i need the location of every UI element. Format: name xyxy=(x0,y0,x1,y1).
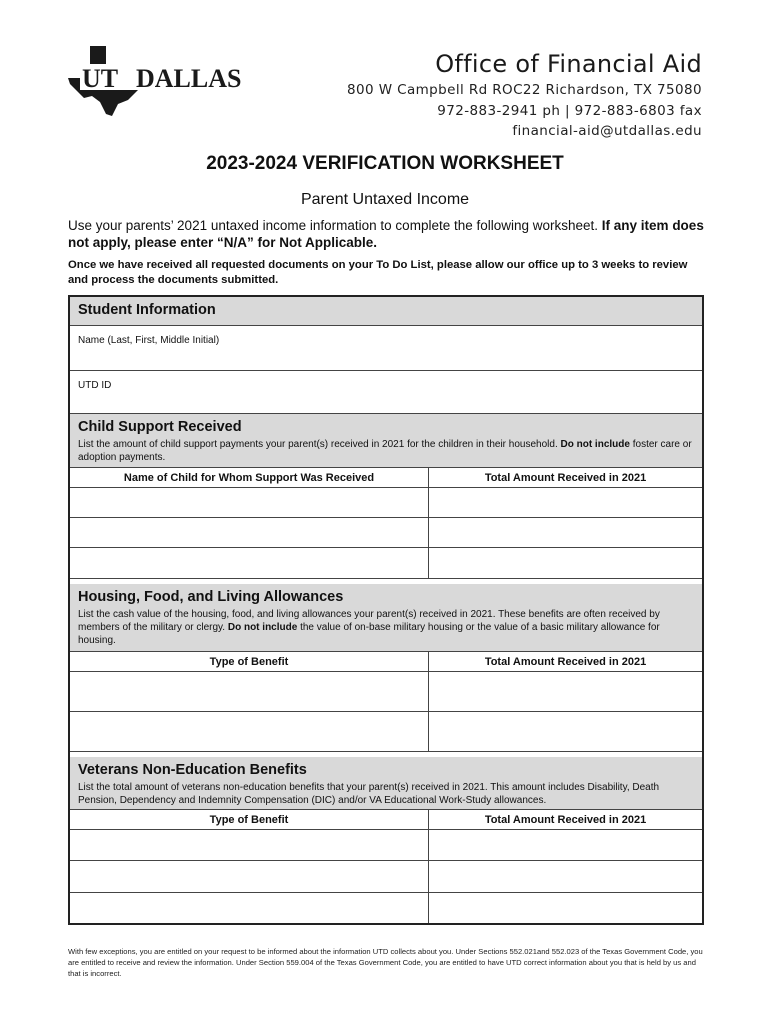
student-name-label: Name (Last, First, Middle Initial) xyxy=(78,335,220,346)
student-info-header xyxy=(70,297,702,326)
child-support-desc-b: foster care or adoption payments. xyxy=(78,439,692,463)
intro-bold: If any item does not apply, please enter “N/A” for Not Applicable. xyxy=(68,218,704,250)
document-title: 2023-2024 VERIFICATION WORKSHEET xyxy=(206,153,564,174)
housing-desc xyxy=(78,606,694,647)
veterans-type-cell[interactable] xyxy=(70,830,429,861)
processing-notice: Once we have received all requested documents on your To Do List, please allow our office up to 3 weeks to review and process the documents submitted. xyxy=(68,259,688,286)
housing-amount-column-header: Total Amount Received in 2021 xyxy=(429,652,703,672)
housing-type-column-header: Type of Benefit xyxy=(70,652,429,672)
veterans-table xyxy=(70,810,702,923)
ut-dallas-logo xyxy=(66,44,256,122)
child-amount-column-header: Total Amount Received in 2021 xyxy=(429,468,703,488)
child-support-table xyxy=(70,468,702,579)
child-support-desc-bold: Do not include xyxy=(560,439,630,450)
child-name-column-header: Name of Child for Whom Support Was Received xyxy=(70,468,429,488)
child-support-desc xyxy=(78,436,694,464)
veterans-desc: List the total amount of veterans non-education benefits that your parent(s) received in 2021. This amount includes Disability, Death Pension, Dependency and Indemnity Compensation (DIC) and/or VA Educational Work-Study allowances. xyxy=(78,782,660,806)
office-address: 800 W Campbell Rd ROC22 Richardson, TX 75080 xyxy=(347,82,702,98)
housing-desc-b: the value of on-base military housing or the value of a basic military allowance for housing. xyxy=(78,622,660,646)
veterans-amount-cell[interactable] xyxy=(429,830,703,861)
child-name-cell[interactable] xyxy=(70,518,429,548)
svg-text:DALLAS: DALLAS xyxy=(136,64,242,93)
housing-title: Housing, Food, and Living Allowances xyxy=(78,589,344,605)
child-amount-cell[interactable] xyxy=(429,518,703,548)
worksheet-form xyxy=(68,295,704,925)
student-info-title: Student Information xyxy=(78,302,216,318)
veterans-type-cell[interactable] xyxy=(70,861,429,893)
intro-plain: Use your parents’ 2021 untaxed income information to complete the following worksheet. xyxy=(68,218,602,233)
veterans-amount-cell[interactable] xyxy=(429,861,703,893)
document-subtitle: Parent Untaxed Income xyxy=(300,191,470,208)
child-support-desc-a: List the amount of child support payments your parent(s) received in 2021 for the children in their household. xyxy=(78,439,561,450)
office-phones: 972-883-2941 ph | 972-883-6803 fax xyxy=(437,103,702,119)
housing-desc-bold: Do not include xyxy=(227,622,298,633)
office-title: Office of Financial Aid xyxy=(435,50,702,78)
child-support-title: Child Support Received xyxy=(78,419,242,435)
housing-amount-cell[interactable] xyxy=(429,712,703,752)
veterans-amount-cell[interactable] xyxy=(429,893,703,923)
housing-desc-a: List the cash value of the housing, food, and living allowances your parent(s) received in 2021. These benefits are often received by members of the military or clergy. xyxy=(78,609,660,633)
office-email[interactable]: financial-aid@utdallas.edu xyxy=(512,123,702,139)
svg-text:UT: UT xyxy=(82,64,119,93)
housing-type-cell[interactable] xyxy=(70,672,429,712)
veterans-type-cell[interactable] xyxy=(70,893,429,923)
child-name-cell[interactable] xyxy=(70,488,429,518)
child-amount-cell[interactable] xyxy=(429,488,703,518)
housing-table xyxy=(70,652,702,752)
housing-header xyxy=(70,584,702,652)
veterans-type-column-header: Type of Benefit xyxy=(70,810,429,830)
housing-amount-cell[interactable] xyxy=(429,672,703,712)
utd-id-label: UTD ID xyxy=(78,380,112,391)
housing-type-cell[interactable] xyxy=(70,712,429,752)
child-support-header xyxy=(70,414,702,468)
child-name-cell[interactable] xyxy=(70,548,429,579)
intro-text xyxy=(68,217,704,251)
student-name-field[interactable] xyxy=(70,326,702,371)
utd-id-field[interactable] xyxy=(70,371,702,414)
child-amount-cell[interactable] xyxy=(429,548,703,579)
veterans-title: Veterans Non-Education Benefits xyxy=(78,762,307,778)
privacy-footer: With few exceptions, you are entitled on your request to be informed about the information UTD collects about you. Under Sections 552.021and 552.023 of the Texas Government Code, you are entitled to receive and review the information. Under Section 559.004 of the Texas Government Code, you are entitled to have UTD correct information about you that is held by us and that is incorrect. xyxy=(68,947,703,978)
veterans-amount-column-header: Total Amount Received in 2021 xyxy=(429,810,703,830)
veterans-header xyxy=(70,757,702,810)
